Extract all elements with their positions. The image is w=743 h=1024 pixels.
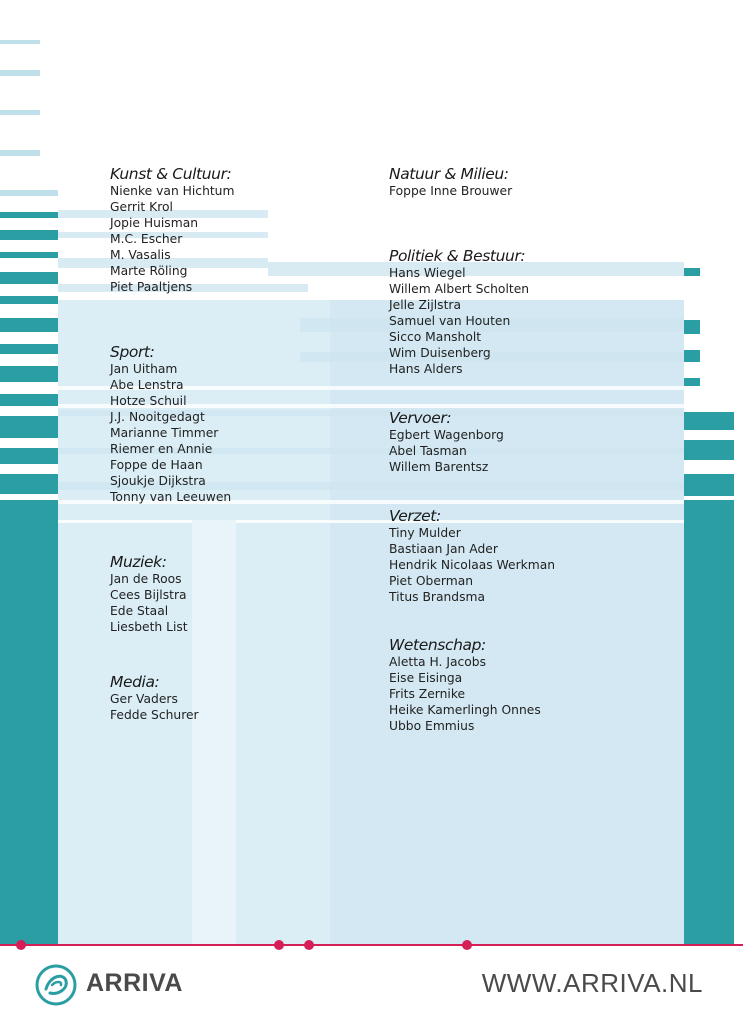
list-item: Eise Eisinga <box>389 671 463 685</box>
list-item: Gerrit Krol <box>110 200 173 214</box>
list-item: Titus Brandsma <box>389 590 486 604</box>
list-item: Nienke van Hichtum <box>110 184 235 198</box>
list-item: Hans Alders <box>389 362 463 376</box>
name-list <box>110 361 360 505</box>
list-item: Willem Barentsz <box>389 460 489 474</box>
section-heading: Sport: <box>110 343 155 361</box>
name-list <box>389 183 679 199</box>
list-item: Hans Wiegel <box>389 266 466 280</box>
list-item: Frits Zernike <box>389 687 466 701</box>
list-item: Marte Röling <box>110 264 188 278</box>
section-heading: Verzet: <box>389 507 441 525</box>
list-item: Hotze Schuil <box>110 394 187 408</box>
list-item: Liesbeth List <box>110 620 188 634</box>
section-heading: Media: <box>110 673 160 691</box>
name-list <box>389 654 679 734</box>
list-item: Riemer en Annie <box>110 442 213 456</box>
list-item: Marianne Timmer <box>110 426 219 440</box>
list-item: M. Vasalis <box>110 248 171 262</box>
arriva-logo <box>34 963 234 1007</box>
list-item: Ede Staal <box>110 604 169 618</box>
name-list <box>110 571 360 635</box>
list-item: Heike Kamerlingh Onnes <box>389 703 541 717</box>
section-kunst-cultuur <box>110 165 360 295</box>
list-item: M.C. Escher <box>110 232 183 246</box>
list-item: Sicco Mansholt <box>389 330 482 344</box>
section-heading: Natuur & Milieu: <box>389 165 509 183</box>
list-item: Bastiaan Jan Ader <box>389 542 498 556</box>
list-item: Ger Vaders <box>110 692 178 706</box>
list-item: Piet Oberman <box>389 574 474 588</box>
section-muziek <box>110 553 360 635</box>
section-sport <box>110 343 360 505</box>
section-vervoer <box>389 409 679 475</box>
list-item: Willem Albert Scholten <box>389 282 530 296</box>
divider-dot <box>304 940 314 950</box>
section-politiek-bestuur <box>389 247 679 377</box>
brand-name: ARRIVA <box>86 969 183 997</box>
list-item: Sjoukje Dijkstra <box>110 474 206 488</box>
list-item: Egbert Wagenborg <box>389 428 504 442</box>
list-item: Piet Paaltjens <box>110 280 193 294</box>
list-item: Jan de Roos <box>110 572 182 586</box>
list-item: Abel Tasman <box>389 444 467 458</box>
name-list <box>110 183 360 295</box>
list-item: Aletta H. Jacobs <box>389 655 486 669</box>
section-heading: Vervoer: <box>389 409 452 427</box>
footer-divider <box>0 944 743 946</box>
divider-dot <box>274 940 284 950</box>
list-item: Cees Bijlstra <box>110 588 187 602</box>
list-item: Wim Duisenberg <box>389 346 491 360</box>
list-item: Tonny van Leeuwen <box>110 490 232 504</box>
list-item: Tiny Mulder <box>389 526 461 540</box>
website-url: WWW.ARRIVA.NL <box>481 968 703 998</box>
section-heading: Kunst & Cultuur: <box>110 165 232 183</box>
list-item: Abe Lenstra <box>110 378 184 392</box>
section-media <box>110 673 360 723</box>
section-heading: Wetenschap: <box>389 636 486 654</box>
list-item: Jopie Huisman <box>110 216 199 230</box>
list-item: Jan Uitham <box>110 362 178 376</box>
name-list <box>389 525 679 605</box>
list-item: Jelle Zijlstra <box>389 298 461 312</box>
name-list <box>110 691 360 723</box>
divider-dot <box>16 940 26 950</box>
list-item: Foppe Inne Brouwer <box>389 184 513 198</box>
list-item: Fedde Schurer <box>110 708 199 722</box>
list-item: Foppe de Haan <box>110 458 203 472</box>
left-column <box>110 165 360 723</box>
name-list <box>389 265 679 377</box>
section-heading: Politiek & Bestuur: <box>389 247 526 265</box>
list-item: Hendrik Nicolaas Werkman <box>389 558 556 572</box>
name-list <box>389 427 679 475</box>
section-verzet <box>389 507 679 605</box>
section-wetenschap <box>389 636 679 734</box>
divider-dot <box>462 940 472 950</box>
list-item: Ubbo Emmius <box>389 719 475 733</box>
section-natuur-milieu <box>389 165 679 199</box>
list-item: J.J. Nooitgedagt <box>110 410 205 424</box>
section-heading: Muziek: <box>110 553 167 571</box>
arriva-swirl-icon <box>34 963 78 1007</box>
list-item: Samuel van Houten <box>389 314 511 328</box>
right-column <box>389 165 679 734</box>
